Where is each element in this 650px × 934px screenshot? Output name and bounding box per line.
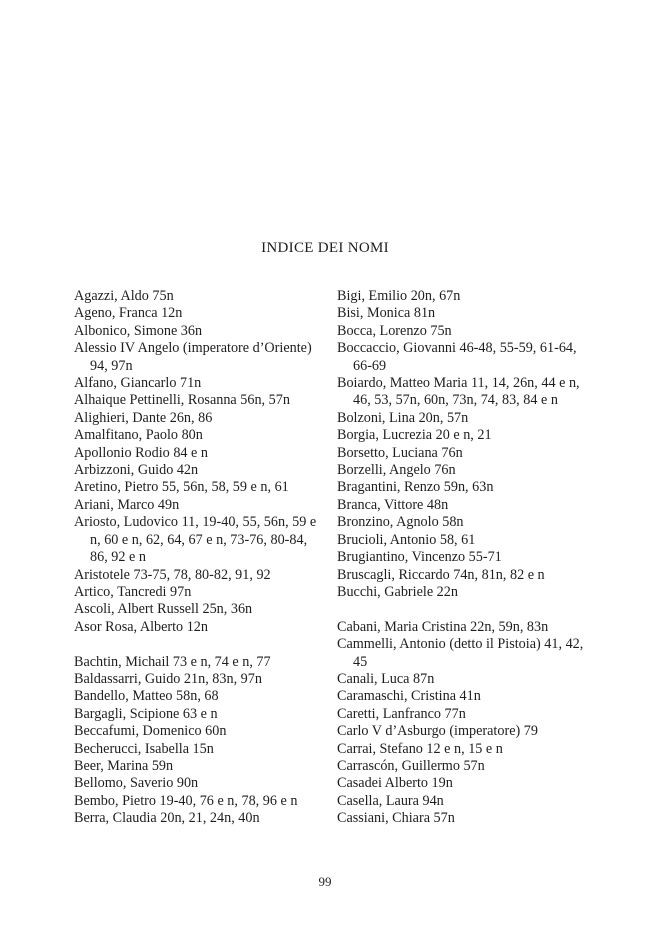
index-entry: Brucioli, Antonio 58, 61	[337, 531, 476, 548]
index-entry: Bragantini, Renzo 59n, 63n	[337, 479, 494, 496]
index-entry: Canali, Luca 87n	[337, 670, 435, 687]
index-entry: Arbizzoni, Guido 42n	[74, 462, 199, 479]
index-entry: Carrai, Stefano 12 e n, 15 e n	[337, 740, 503, 757]
index-entry: Casella, Laura 94n	[337, 792, 444, 809]
index-entry: Alhaique Pettinelli, Rosanna 56n, 57n	[74, 392, 290, 409]
index-entry: Baldassarri, Guido 21n, 83n, 97n	[74, 670, 262, 687]
index-entry: Cassiani, Chiara 57n	[337, 810, 455, 827]
index-column-right	[337, 288, 585, 828]
index-entry: Borzelli, Angelo 76n	[337, 462, 456, 479]
index-entry: Apollonio Rodio 84 e n	[74, 444, 208, 461]
index-entry: Bandello, Matteo 58n, 68	[74, 688, 219, 705]
page-number: 99	[318, 874, 332, 889]
index-entry: Artico, Tancredi 97n	[74, 583, 192, 600]
index-entry: Cabani, Maria Cristina 22n, 59n, 83n	[337, 618, 549, 635]
index-entry: Ariosto, Ludovico 11, 19-40, 55, 56n, 59 e n, 60 e n, 62, 64, 67 e n, 73-76, 80-84, 86, 92 e n	[74, 514, 317, 566]
index-entry: Caretti, Lanfranco 77n	[337, 705, 466, 722]
index-entry: Ariani, Marco 49n	[74, 496, 180, 513]
index-entry: Bolzoni, Lina 20n, 57n	[337, 409, 469, 426]
index-entry: Bachtin, Michail 73 e n, 74 e n, 77	[74, 653, 271, 670]
index-entry: Carlo V d’Asburgo (imperatore) 79	[337, 723, 538, 740]
index-entry: Bruscagli, Riccardo 74n, 81n, 82 e n	[337, 566, 545, 583]
index-entry: Branca, Vittore 48n	[337, 496, 449, 513]
index-entry: Bigi, Emilio 20n, 67n	[337, 288, 461, 304]
index-entry: Amalfitano, Paolo 80n	[74, 427, 203, 444]
index-entry: Borgia, Lucrezia 20 e n, 21	[337, 427, 492, 444]
index-entry: Ageno, Franca 12n	[74, 305, 183, 322]
index-entry: Asor Rosa, Alberto 12n	[74, 618, 208, 635]
index-entry: Aristotele 73-75, 78, 80-82, 91, 92	[74, 566, 271, 583]
index-entry: Beccafumi, Domenico 60n	[74, 723, 227, 740]
index-entry: Bellomo, Saverio 90n	[74, 775, 199, 792]
index-entry: Berra, Claudia 20n, 21, 24n, 40n	[74, 810, 260, 827]
index-entry: Bembo, Pietro 19-40, 76 e n, 78, 96 e n	[74, 792, 298, 809]
index-entry: Alessio IV Angelo (imperatore d’Oriente) 94, 97n	[74, 340, 312, 374]
index-entry: Bisi, Monica 81n	[337, 305, 436, 322]
index-entry: Casadei Alberto 19n	[337, 775, 453, 792]
index-entry: Carrascón, Guillermo 57n	[337, 757, 485, 774]
index-entry: Bargagli, Scipione 63 e n	[74, 705, 218, 722]
index-entry: Aretino, Pietro 55, 56n, 58, 59 e n, 61	[74, 479, 289, 496]
index-entry: Borsetto, Luciana 76n	[337, 444, 463, 461]
index-entry: Cammelli, Antonio (detto il Pistoia) 41, 42, 45	[337, 636, 584, 670]
index-entry: Agazzi, Aldo 75n	[74, 288, 174, 304]
index-entry: Albonico, Simone 36n	[74, 322, 203, 339]
index-entry: Ascoli, Albert Russell 25n, 36n	[74, 601, 253, 618]
index-entry: Brugiantino, Vincenzo 55-71	[337, 549, 502, 566]
index-entry: Boiardo, Matteo Maria 11, 14, 26n, 44 e n, 46, 53, 57n, 60n, 73n, 74, 83, 84 e n	[337, 375, 580, 409]
page-title: INDICE DEI NOMI	[261, 240, 389, 256]
index-entry: Bocca, Lorenzo 75n	[337, 322, 452, 339]
index-entry: Alfano, Giancarlo 71n	[74, 375, 202, 392]
index-entry: Alighieri, Dante 26n, 86	[74, 409, 213, 426]
index-entry: Bronzino, Agnolo 58n	[337, 514, 464, 531]
index-entry: Becherucci, Isabella 15n	[74, 740, 214, 757]
index-entry: Boccaccio, Giovanni 46-48, 55-59, 61-64, 66-69	[337, 340, 577, 374]
index-entry: Caramaschi, Cristina 41n	[337, 688, 481, 705]
index-column-left	[74, 288, 322, 828]
index-entry: Beer, Marina 59n	[74, 757, 174, 774]
index-entry: Bucchi, Gabriele 22n	[337, 583, 458, 600]
